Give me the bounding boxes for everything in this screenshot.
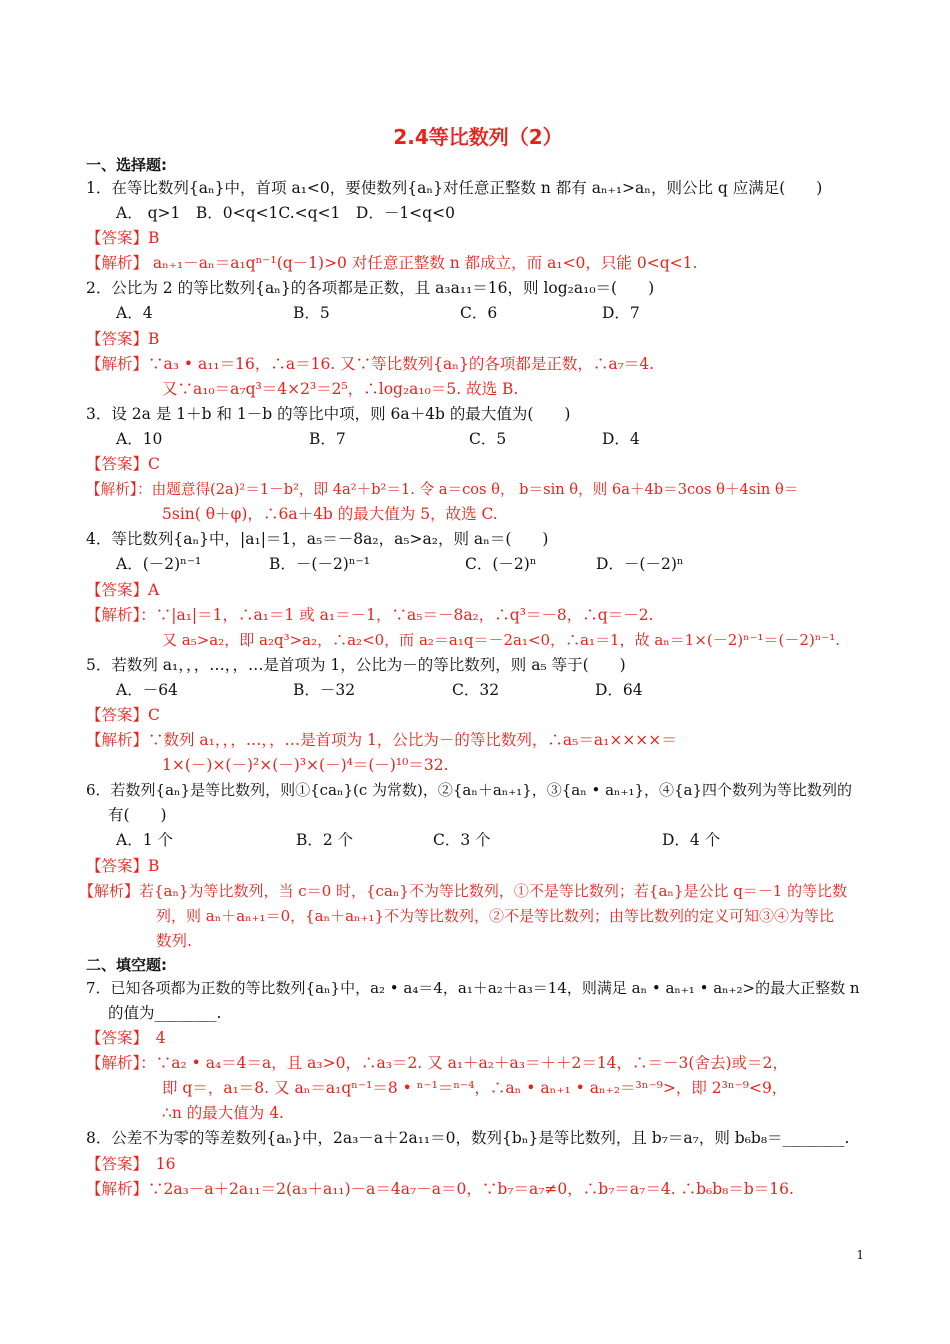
question-4-options: [86, 552, 870, 577]
option-b: B．7: [309, 429, 346, 448]
question-3-explanation-2: 5sin( θ＋φ)，∴6a＋4b 的最大值为 5，故选 C.: [162, 505, 498, 524]
question-8-answer: 【答案】 16: [86, 1154, 176, 1173]
option-c: C．(－2)ⁿ: [465, 555, 537, 574]
option-b: B．－(－2)ⁿ⁻¹: [269, 555, 370, 574]
question-1-options: A． q>1 B．0<q<1C.<q<1 D．－1<q<0: [116, 204, 455, 223]
question-2-options: [86, 301, 870, 326]
question-5-explanation-1: 【解析】∵数列 a₁，，，…，，…是首项为 1，公比为－的等比数列，∴a₅＝a₁××××＝: [86, 731, 677, 750]
question-6-explanation-1: 【解析】若{aₙ}为等比数列，当 c＝0 时，{caₙ}不为等比数列，①不是等比数列；若{aₙ}是公比 q＝－1 的等比数: [79, 881, 848, 900]
section-heading-fill: 二、填空题:: [86, 955, 167, 974]
option-a: A．4: [116, 304, 153, 323]
question-7-answer: 【答案】 4: [86, 1029, 166, 1048]
question-6-explanation-3: 数列.: [156, 931, 192, 950]
option-b: B．5: [293, 304, 330, 323]
question-4-explanation-1: 【解析】：∵|a₁|＝1，∴a₁＝1 或 a₁＝－1，∵a₅＝－8a₂，∴q³＝－8，∴q＝－2.: [86, 605, 654, 624]
option-a: A．10: [116, 429, 163, 448]
option-d: D．4: [602, 429, 640, 448]
question-6-answer: 【答案】B: [86, 856, 160, 875]
option-d: D．4 个: [662, 831, 721, 850]
question-2-stem: 2．公比为 2 的等比数列{aₙ}的各项都是正数，且 a₃a₁₁＝16，则 log₂a₁₀＝( ): [86, 279, 655, 298]
question-7-stem-1: 7．已知各项都为正数的等比数列{aₙ}中，a₂ • a₄＝4，a₁＋a₂＋a₃＝14，则满足 aₙ • aₙ₊₁ • aₙ₊₂>的最大正整数 n: [86, 978, 860, 997]
question-5-explanation-2: 1×(－)×(－)²×(－)³×(－)⁴＝(－)¹⁰＝32.: [162, 756, 449, 775]
option-c: C．32: [452, 680, 500, 699]
question-5-stem: 5．若数列 a₁，，，…，，…是首项为 1，公比为－的等比数列，则 a₅ 等于( ): [86, 655, 626, 674]
option-a: A．(－2)ⁿ⁻¹: [116, 555, 202, 574]
question-5-options: [86, 678, 870, 703]
option-a: A．1 个: [116, 831, 173, 850]
question-2-explanation-2: 又∵a₁₀＝a₇q³＝4×2³＝2⁵，∴log₂a₁₀＝5. 故选 B.: [162, 379, 519, 398]
option-b: B．－32: [293, 680, 356, 699]
question-4-explanation-2: 又 a₅>a₂，即 a₂q³>a₂，∴a₂<0，而 a₂＝a₁q＝－2a₁<0，∴a₁＝1，故 aₙ＝1×(－2)ⁿ⁻¹＝(－2)ⁿ⁻¹.: [162, 630, 840, 649]
question-7-explanation-1: 【解析】：∵a₂ • a₄＝4＝a，且 a₃>0，∴a₃＝2. 又 a₁＋a₂＋a₃＝＋＋2＝14，∴＝－3(舍去)或＝2，: [86, 1054, 788, 1073]
question-1-explanation: 【解析】 aₙ₊₁－aₙ＝a₁qⁿ⁻¹(q－1)>0 对任意正整数 n 都成立，而 a₁<0，只能 0<q<1.: [86, 254, 698, 273]
question-6-stem-1: 6．若数列{aₙ}是等比数列，则①{caₙ}(c 为常数)，②{aₙ＋aₙ₊₁}，③{aₙ • aₙ₊₁}，④{a}四个数列为等比数列的: [86, 781, 853, 800]
question-5-answer: 【答案】C: [86, 705, 160, 724]
question-7-stem-2: 的值为________.: [108, 1004, 222, 1022]
question-6-stem-2: 有( ): [108, 806, 167, 825]
option-a: A．－64: [116, 680, 178, 699]
section-heading-choice: 一、选择题:: [86, 156, 167, 174]
option-d: D．－(－2)ⁿ: [596, 555, 684, 574]
option-d: D．7: [602, 304, 640, 323]
question-3-options: [86, 427, 870, 452]
question-1-answer: 【答案】B: [86, 229, 160, 248]
page-title: 2.4等比数列（2）: [393, 125, 563, 149]
option-c: C．5: [469, 429, 507, 448]
question-7-explanation-3: ∴n 的最大值为 4.: [162, 1104, 284, 1123]
question-8-explanation: 【解析】∵2a₃－a＋2a₁₁＝2(a₃＋a₁₁)－a＝4a₇－a＝0，∵b₇＝a₇≠0，∴b₇＝a₇＝4. ∴b₆b₈＝b＝16.: [86, 1179, 794, 1198]
question-2-explanation-1: 【解析】∵a₃ • a₁₁＝16，∴a＝16. 又∵等比数列{aₙ}的各项都是正数，∴a₇＝4.: [86, 354, 655, 373]
question-8-stem: 8．公差不为零的等差数列{aₙ}中，2a₃－a＋2a₁₁＝0，数列{bₙ}是等比数列，且 b₇＝a₇，则 b₆b₈＝________.: [86, 1129, 850, 1148]
question-2-answer: 【答案】B: [86, 329, 160, 348]
question-3-explanation-1: 【解析】：由题意得(2a)²＝1－b²，即 4a²＋b²＝1. 令 a＝cos θ， b＝sin θ，则 6a＋4b＝3cos θ＋4sin θ＝: [86, 481, 799, 499]
option-c: C．6: [460, 304, 498, 323]
question-3-answer: 【答案】C: [86, 455, 160, 474]
question-4-answer: 【答案】A: [86, 580, 160, 599]
question-3-stem: 3．设 2a 是 1＋b 和 1－b 的等比中项，则 6a＋4b 的最大值为( ): [86, 404, 571, 423]
question-6-options: [86, 828, 870, 853]
page-number: 1: [856, 1248, 864, 1262]
question-4-stem: 4．等比数列{aₙ}中，|a₁|＝1，a₅＝－8a₂，a₅>a₂，则 aₙ＝( ): [86, 530, 549, 549]
option-d: D．64: [595, 680, 643, 699]
question-1-stem: 1．在等比数列{aₙ}中，首项 a₁<0，要使数列{aₙ}对任意正整数 n 都有 aₙ₊₁>aₙ，则公比 q 应满足( ): [86, 179, 823, 197]
option-b: B．2 个: [296, 831, 354, 850]
question-6-explanation-2: 列，则 aₙ＋aₙ₊₁＝0，{aₙ＋aₙ₊₁}不为等比数列，②不是等比数列；由等比数列的定义可知③④为等比: [156, 906, 834, 925]
option-c: C．3 个: [433, 831, 491, 850]
question-7-explanation-2: 即 q＝，a₁＝8. 又 aₙ＝a₁qⁿ⁻¹＝8 • ⁿ⁻¹＝ⁿ⁻⁴，∴aₙ • aₙ₊₁ • aₙ₊₂＝³ⁿ⁻⁹>，即 2³ⁿ⁻⁹<9，: [162, 1079, 788, 1098]
